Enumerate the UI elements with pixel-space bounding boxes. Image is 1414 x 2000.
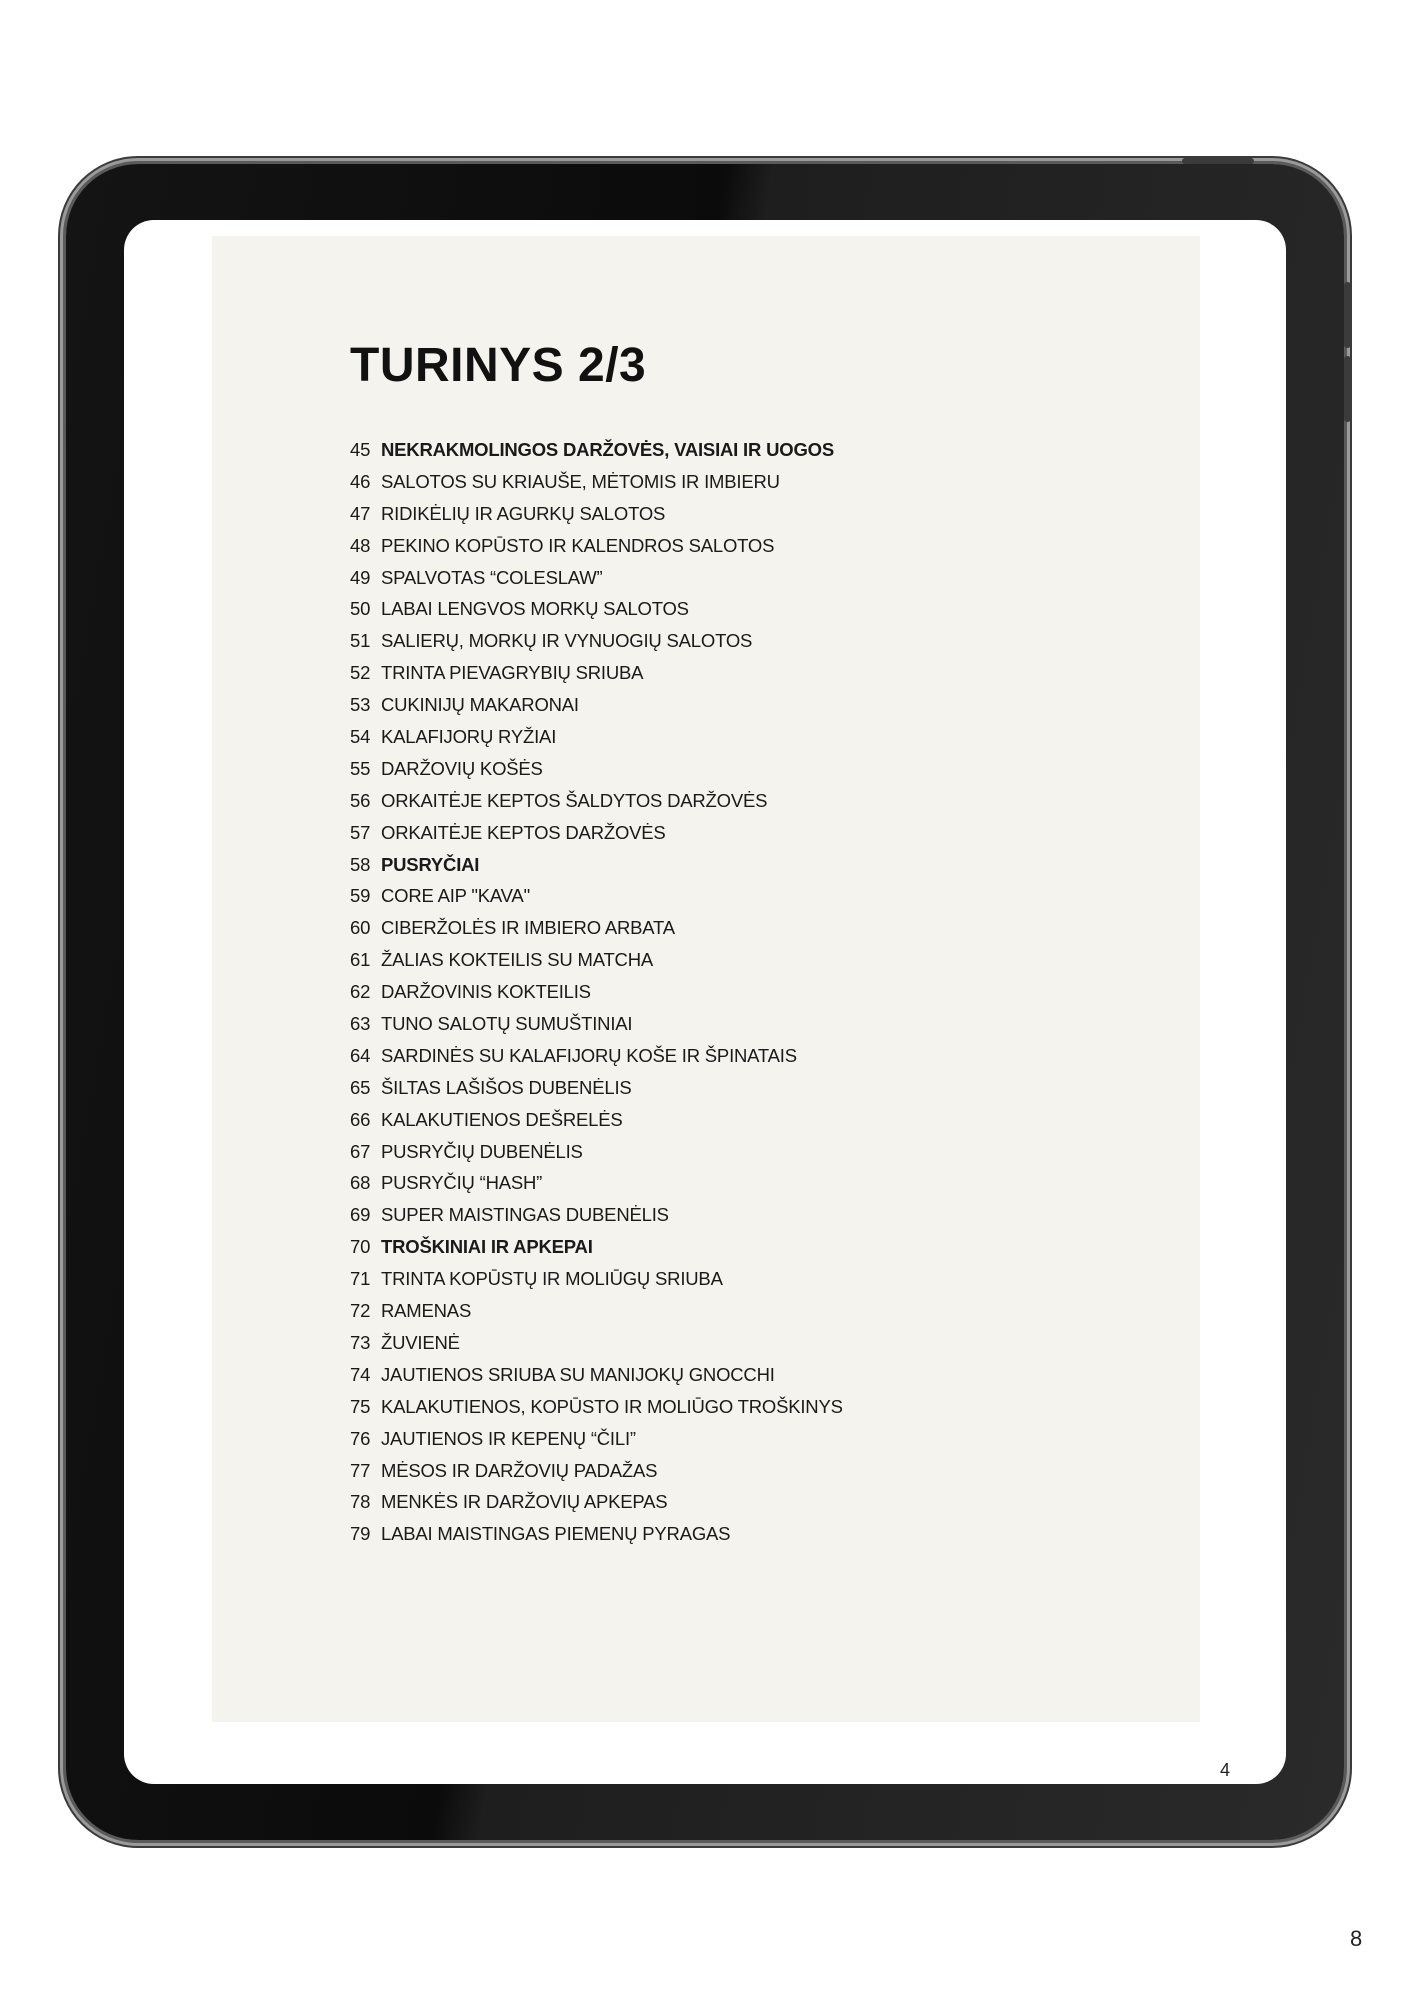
toc-entry [350, 593, 843, 625]
toc-label: NEKRAKMOLINGOS DARŽOVĖS, VAISIAI IR UOGOS [381, 439, 834, 460]
toc-entry [350, 498, 843, 530]
toc-entry [350, 880, 843, 912]
toc-entry [350, 1391, 843, 1423]
toc-page-number: 63 [350, 1013, 371, 1035]
toc-page-number: 48 [350, 534, 371, 556]
toc-label: SPALVOTAS “COLESLAW” [381, 566, 603, 588]
toc-page-number: 60 [350, 917, 371, 939]
toc-label: PUSRYČIŲ DUBENĖLIS [381, 1140, 583, 1162]
toc-entry [350, 1327, 843, 1359]
toc-page-number: 78 [350, 1491, 371, 1513]
toc-label: TRINTA PIEVAGRYBIŲ SRIUBA [381, 662, 644, 684]
toc-label: SALIERŲ, MORKŲ IR VYNUOGIŲ SALOTOS [381, 630, 753, 652]
toc-page-number: 75 [350, 1395, 371, 1417]
toc-label: SALOTOS SU KRIAUŠE, MĖTOMIS IR IMBIERU [381, 470, 780, 492]
toc-label: JAUTIENOS SRIUBA SU MANIJOKŲ GNOCCHI [381, 1363, 775, 1385]
toc-page-number: 64 [350, 1044, 371, 1066]
toc-section-heading [350, 434, 843, 466]
toc-page-number: 70 [350, 1236, 371, 1258]
toc-label: TROŠKINIAI IR APKEPAI [381, 1236, 593, 1258]
toc-label: PEKINO KOPŪSTO IR KALENDROS SALOTOS [381, 534, 775, 556]
toc-page-number: 52 [350, 662, 371, 684]
toc-page-number: 76 [350, 1427, 371, 1449]
toc-label: RAMENAS [381, 1300, 472, 1322]
toc-page-number: 53 [350, 694, 371, 716]
toc-entry [350, 1072, 843, 1104]
toc-entry [350, 466, 843, 498]
toc-page-number: 45 [350, 439, 371, 460]
toc-page-number: 47 [350, 502, 371, 524]
tablet-frame [66, 164, 1344, 1840]
toc-entry [350, 1199, 843, 1231]
outer-page-number: 8 [1350, 1926, 1363, 1951]
toc-label: CIBERŽOLĖS IR IMBIERO ARBATA [381, 917, 675, 939]
toc-page-number: 57 [350, 821, 371, 843]
toc-entry [350, 625, 843, 657]
toc-entry [350, 1136, 843, 1168]
toc-label: CUKINIJŲ MAKARONAI [381, 694, 579, 716]
toc-entry [350, 1263, 843, 1295]
toc-page-number: 68 [350, 1172, 371, 1194]
toc-label: TUNO SALOTŲ SUMUŠTINIAI [381, 1013, 633, 1035]
toc-label: DARŽOVIŲ KOŠĖS [381, 757, 543, 779]
toc-entry [350, 657, 843, 689]
toc-section-heading [350, 849, 843, 881]
toc-entry [350, 1008, 843, 1040]
page-title: TURINYS 2/3 [350, 339, 647, 392]
toc-page-number: 62 [350, 981, 371, 1003]
toc-page-number: 59 [350, 885, 371, 907]
toc-page-number: 65 [350, 1076, 371, 1098]
tablet-top-button [1182, 158, 1254, 164]
toc-label: JAUTIENOS IR KEPENŲ “ČILI” [381, 1427, 636, 1449]
toc-label: PUSRYČIAI [381, 853, 480, 875]
tablet-screen [124, 220, 1286, 1784]
toc-entry [350, 1455, 843, 1487]
toc-page-number: 54 [350, 726, 371, 748]
toc-entry [350, 753, 843, 785]
toc-page-number: 46 [350, 470, 371, 492]
toc-entry [350, 1104, 843, 1136]
toc-label: MĖSOS IR DARŽOVIŲ PADAŽAS [381, 1459, 658, 1481]
toc-label: PUSRYČIŲ “HASH” [381, 1172, 543, 1194]
toc-page-number: 66 [350, 1108, 371, 1130]
toc-page-number: 56 [350, 789, 371, 811]
toc-label: ŽALIAS KOKTEILIS SU MATCHA [381, 949, 654, 971]
toc-page-number: 72 [350, 1300, 371, 1322]
toc-entry [350, 1518, 843, 1550]
toc-entry [350, 562, 843, 594]
toc-label: MENKĖS IR DARŽOVIŲ APKEPAS [381, 1491, 668, 1513]
toc-page-number: 77 [350, 1459, 371, 1481]
toc-label: LABAI LENGVOS MORKŲ SALOTOS [381, 598, 689, 620]
table-of-contents [350, 434, 843, 1550]
toc-page-number: 74 [350, 1363, 371, 1385]
toc-page-number: 71 [350, 1268, 371, 1290]
toc-entry [350, 785, 843, 817]
toc-page-number: 50 [350, 598, 371, 620]
toc-label: CORE AIP "KAVA" [381, 885, 530, 907]
toc-entry [350, 912, 843, 944]
toc-entry [350, 1423, 843, 1455]
toc-section-heading [350, 1231, 843, 1263]
toc-entry [350, 530, 843, 562]
toc-label: KALAKUTIENOS DEŠRELĖS [381, 1108, 623, 1130]
toc-label: KALAKUTIENOS, KOPŪSTO IR MOLIŪGO TROŠKINYS [381, 1395, 843, 1417]
toc-entry [350, 1359, 843, 1391]
toc-page-number: 49 [350, 566, 371, 588]
inner-page-number: 4 [1220, 1760, 1231, 1780]
toc-label: LABAI MAISTINGAS PIEMENŲ PYRAGAS [381, 1523, 731, 1545]
toc-entry [350, 1040, 843, 1072]
toc-page-number: 58 [350, 853, 371, 875]
toc-page-number: 51 [350, 630, 371, 652]
toc-label: RIDIKĖLIŲ IR AGURKŲ SALOTOS [381, 502, 666, 524]
toc-label: ORKAITĖJE KEPTOS DARŽOVĖS [381, 821, 666, 843]
toc-entry [350, 817, 843, 849]
toc-page-number: 73 [350, 1331, 371, 1353]
toc-page-number: 69 [350, 1204, 371, 1226]
toc-page-number: 55 [350, 757, 371, 779]
toc-label: DARŽOVINIS KOKTEILIS [381, 981, 591, 1003]
toc-label: ORKAITĖJE KEPTOS ŠALDYTOS DARŽOVĖS [381, 789, 768, 811]
document-page [212, 236, 1200, 1722]
tablet-volume-up-button [1344, 282, 1351, 348]
toc-label: TRINTA KOPŪSTŲ IR MOLIŪGŲ SRIUBA [381, 1268, 723, 1290]
toc-label: ŽUVIENĖ [381, 1331, 460, 1353]
toc-label: SUPER MAISTINGAS DUBENĖLIS [381, 1204, 669, 1226]
toc-entry [350, 1486, 843, 1518]
toc-label: SARDINĖS SU KALAFIJORŲ KOŠE IR ŠPINATAIS [381, 1044, 797, 1066]
toc-entry [350, 1295, 843, 1327]
toc-entry [350, 944, 843, 976]
toc-entry [350, 721, 843, 753]
toc-label: KALAFIJORŲ RYŽIAI [381, 726, 557, 748]
tablet-volume-down-button [1344, 356, 1351, 422]
toc-entry [350, 1167, 843, 1199]
toc-page-number: 61 [350, 949, 371, 971]
toc-label: ŠILTAS LAŠIŠOS DUBENĖLIS [381, 1076, 632, 1098]
toc-entry [350, 689, 843, 721]
toc-entry [350, 976, 843, 1008]
toc-page-number: 67 [350, 1140, 371, 1162]
toc-page-number: 79 [350, 1523, 371, 1545]
